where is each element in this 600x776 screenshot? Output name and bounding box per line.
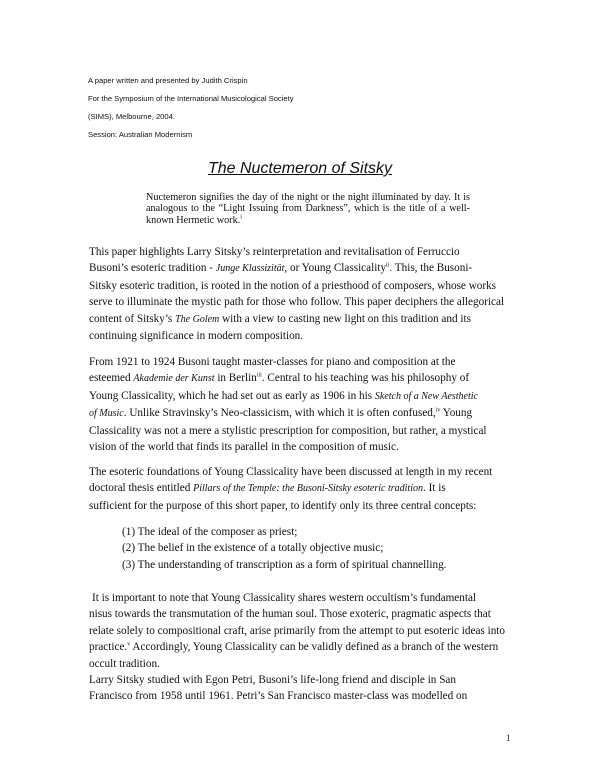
italic-title: of Music xyxy=(89,408,124,420)
paragraph-3 xyxy=(89,464,513,514)
text-span: esteemed xyxy=(89,372,134,385)
italic-title: Akademie der Kunst xyxy=(133,373,215,385)
text-line xyxy=(89,405,513,422)
footnote-marker: iii xyxy=(256,372,262,379)
text-span: with a view to casting new light on this tradition and its xyxy=(219,312,471,325)
text-span: doctoral thesis entitled xyxy=(89,482,194,495)
footnote-marker: ii xyxy=(386,262,390,269)
text-line: Classicality was not a mere a stylistic prescription for composition, but rather, a mystical xyxy=(89,424,487,437)
text-span: Young xyxy=(440,407,473,420)
concepts-list xyxy=(122,524,502,573)
italic-title: Sketch of a New Aesthetic xyxy=(374,390,478,402)
italic-title: The Golem xyxy=(175,313,220,325)
header-session-line: Session: Australian Modernism xyxy=(88,130,193,139)
page-title: The Nuctemeron of Sitsky xyxy=(207,160,393,177)
epigraph xyxy=(146,192,470,226)
italic-title: Pillars of the Temple: the Busoni-Sitsky esoteric tradition xyxy=(193,483,423,495)
text-line: sufficient for the purpose of this short paper, to identify only its three central concepts: xyxy=(89,499,477,512)
paragraph-1 xyxy=(89,244,513,344)
header-symposium-line: For the Symposium of the International Musicological Society xyxy=(88,94,294,103)
paragraph-2 xyxy=(89,354,513,455)
text-line: Larry Sitsky studied with Egon Petri, Busoni’s life-long friend and disciple in San xyxy=(89,674,456,687)
text-line: nisus towards the transmutation of the human soul. Those exoteric, pragmatic aspects that xyxy=(89,608,491,621)
list-item: (2) The belief in the existence of a totally objective music; xyxy=(122,542,384,555)
page-number: 1 xyxy=(506,733,511,743)
text-line xyxy=(89,480,513,497)
list-item: (3) The understanding of transcription as a form of spiritual channelling. xyxy=(122,558,447,571)
text-span: . Unlike Stravinsky’s Neo-classicism, with which it is often confused, xyxy=(123,407,436,420)
header-author-line: A paper written and presented by Judith Crispin xyxy=(88,76,248,85)
text-line: relate solely to compositional craft, arise primarily from the attempt to put esoteric ideas into xyxy=(89,624,505,637)
header-location-line: (SIMS), Melbourne, 2004. xyxy=(88,112,175,121)
text-span: content of Sitsky’s xyxy=(89,312,176,325)
text-span: , or Young Classicality xyxy=(284,262,387,275)
text-line xyxy=(89,639,516,655)
text-line: vision of the world that finds its parallel in the composition of music. xyxy=(89,441,399,454)
paper-header xyxy=(88,72,508,144)
text-line: serve to illuminate the mystic path for those who follow. This paper deciphers the allegorical xyxy=(89,296,505,309)
footnote-marker: i xyxy=(240,214,242,221)
text-span: Busoni’s esoteric tradition - xyxy=(89,262,216,275)
text-span: Accordingly, Young Classicality can be validly defined as a branch of the western xyxy=(130,641,499,654)
footnote-marker: v xyxy=(127,641,131,648)
text-span: in Berlin xyxy=(214,372,257,385)
text-span: . It is xyxy=(422,482,446,495)
text-span: . Central to his teaching was his philosophy of xyxy=(261,372,470,385)
text-line: Francisco from 1958 until 1961. Petri’s San Francisco master-class was modelled on xyxy=(89,690,468,703)
text-line xyxy=(89,370,513,387)
text-line: Sitsky esoteric tradition, is rooted in the notion of a priesthood of composers, whose works xyxy=(89,279,497,292)
text-line xyxy=(89,388,513,405)
epigraph-text: Nuctemeron signifies the day of the night or the night illuminated by day. It is analogous to the “Light Issuing from Darkness”, which is the title of a well-known Hermetic work. xyxy=(146,192,470,226)
text-span: practice. xyxy=(89,641,128,654)
text-line xyxy=(89,260,513,277)
italic-title: Junge Klassizität xyxy=(215,263,285,275)
text-line: occult tradition. xyxy=(89,657,160,670)
text-line: It is important to note that Young Classicality shares western occultism’s fundamental xyxy=(92,592,477,604)
text-span: . This, the Busoni- xyxy=(389,262,473,275)
text-line: The esoteric foundations of Young Classicality have been discussed at length in my recent xyxy=(89,466,493,478)
text-line xyxy=(89,311,513,328)
text-line: continuing significance in modern composition. xyxy=(89,330,304,343)
paragraph-4 xyxy=(89,590,516,705)
footnote-marker: iv xyxy=(435,407,441,414)
text-line: From 1921 to 1924 Busoni taught master-classes for piano and composition at the xyxy=(89,356,456,368)
text-line: This paper highlights Larry Sitsky’s reinterpretation and revitalisation of Ferruccio xyxy=(89,246,460,258)
list-item: (1) The ideal of the composer as priest; xyxy=(122,526,298,538)
text-span: Young Classicality, which he had set out as early as 1906 in his xyxy=(89,389,375,402)
